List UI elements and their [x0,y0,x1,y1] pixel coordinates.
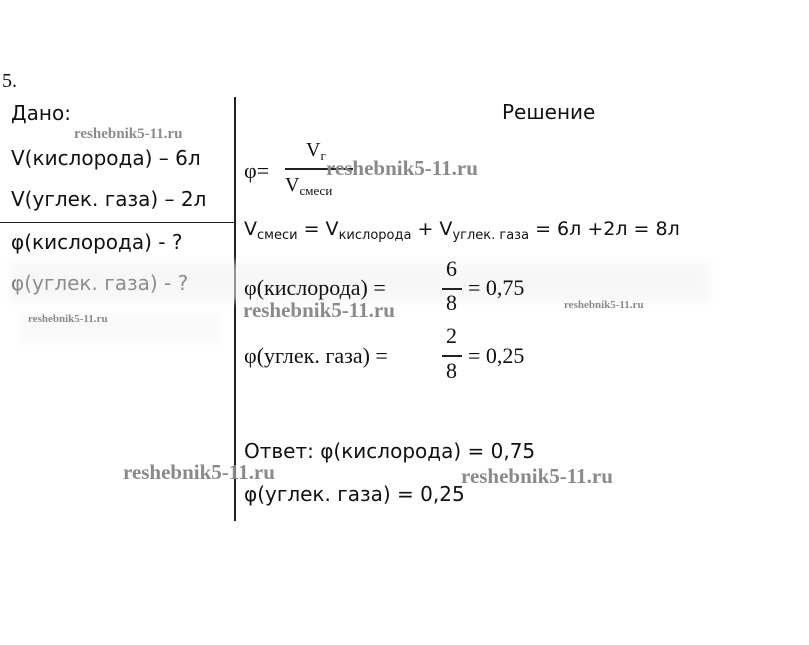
formula-lhs: φ= [244,158,270,183]
calc-oxygen-denominator: 8 [446,290,457,315]
given-oxygen-volume: V(кислорода) – 6л [11,146,201,170]
calc-co2-result: = 0,25 [468,343,525,368]
given-heading: Дано: [11,101,71,125]
watermark: reshebnik5-11.ru [123,460,275,484]
calc-oxygen-numerator: 6 [446,256,457,281]
problem-number: 5. [2,70,17,92]
calc-oxygen-result: = 0,75 [468,275,525,300]
watermark: reshebnik5-11.ru [74,126,183,142]
calc-co2-fraction-bar [442,355,462,357]
find-oxygen-fraction: φ(кислорода) - ? [11,230,183,254]
calc-co2-lhs: φ(углек. газа) = [244,343,388,368]
solution-heading: Решение [502,100,596,124]
given-co2-volume: V(углек. газа) – 2л [11,187,207,211]
table-horizontal-divider [0,222,234,223]
calc-co2-numerator: 2 [446,323,457,348]
watermark: reshebnik5-11.ru [28,313,108,325]
watermark: reshebnik5-11.ru [461,464,613,488]
watermark: reshebnik5-11.ru [564,299,644,311]
table-vertical-divider [234,97,236,521]
calc-oxygen-lhs: φ(кислорода) = [244,275,386,300]
answer-oxygen: Ответ: φ(кислорода) = 0,75 [244,439,536,463]
formula-denominator: $V_{смеси}$ [285,174,333,198]
formula-numerator: $V_г$ [306,139,326,163]
answer-co2: φ(углек. газа) = 0,25 [244,482,465,506]
calc-co2-denominator: 8 [446,358,457,383]
watermark: reshebnik5-11.ru [243,298,395,322]
mixture-volume-line: $V_{смеси} = V_{кислорода} + V_{углек. газа} = 6л +2л = 8л$ [244,218,680,243]
watermark: reshebnik5-11.ru [326,156,478,180]
